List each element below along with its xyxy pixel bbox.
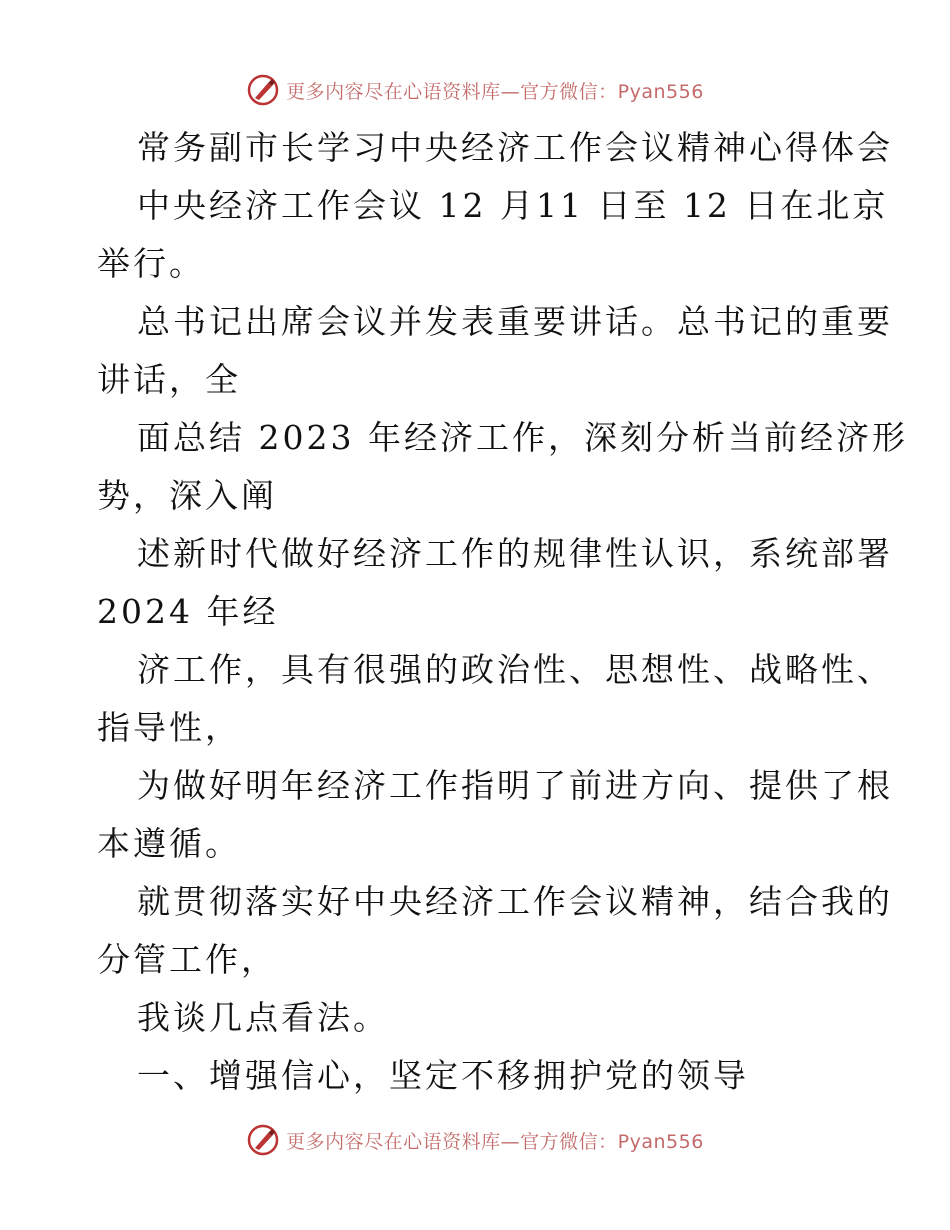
paragraph-line: 中央经济工作会议 12 月11 日至 12 日在北京 — [137, 186, 889, 225]
paragraph-line: 为做好明年经济工作指明了前进方向、提供了根 — [137, 766, 893, 805]
pen-logo-icon — [246, 1123, 280, 1157]
paragraph-line: 述新时代做好经济工作的规律性认识，系统部署 — [137, 534, 893, 573]
paragraph-line: 分管工作， — [97, 940, 277, 979]
paragraph-line: 就贯彻落实好中央经济工作会议精神，结合我的 — [137, 882, 893, 921]
watermark-text: 更多内容尽在心语资料库—官方微信：Pyan556 — [286, 80, 704, 103]
watermark-text: 更多内容尽在心语资料库—官方微信：Pyan556 — [286, 1130, 704, 1153]
paragraph-line: 指导性， — [97, 708, 241, 747]
paragraph-line: 济工作，具有很强的政治性、思想性、战略性、 — [137, 650, 893, 689]
pen-logo-icon — [246, 73, 280, 107]
paragraph-line: 总书记出席会议并发表重要讲话。总书记的重要 — [137, 302, 893, 341]
document-title: 常务副市长学习中央经济工作会议精神心得体会 — [137, 128, 893, 167]
header-watermark — [0, 70, 950, 110]
paragraph-line: 本遵循。 — [97, 824, 241, 863]
paragraph-line: 举行。 — [97, 244, 205, 283]
paragraph-line: 2024 年经 — [97, 592, 279, 631]
paragraph-line: 讲话，全 — [97, 360, 241, 399]
paragraph-line: 势，深入阐 — [97, 476, 277, 515]
section-heading: 一、增强信心，坚定不移拥护党的领导 — [137, 1056, 749, 1095]
paragraph-line: 我谈几点看法。 — [137, 998, 389, 1037]
paragraph-line: 面总结 2023 年经济工作，深刻分析当前经济形 — [137, 418, 908, 457]
footer-watermark — [0, 1120, 950, 1160]
